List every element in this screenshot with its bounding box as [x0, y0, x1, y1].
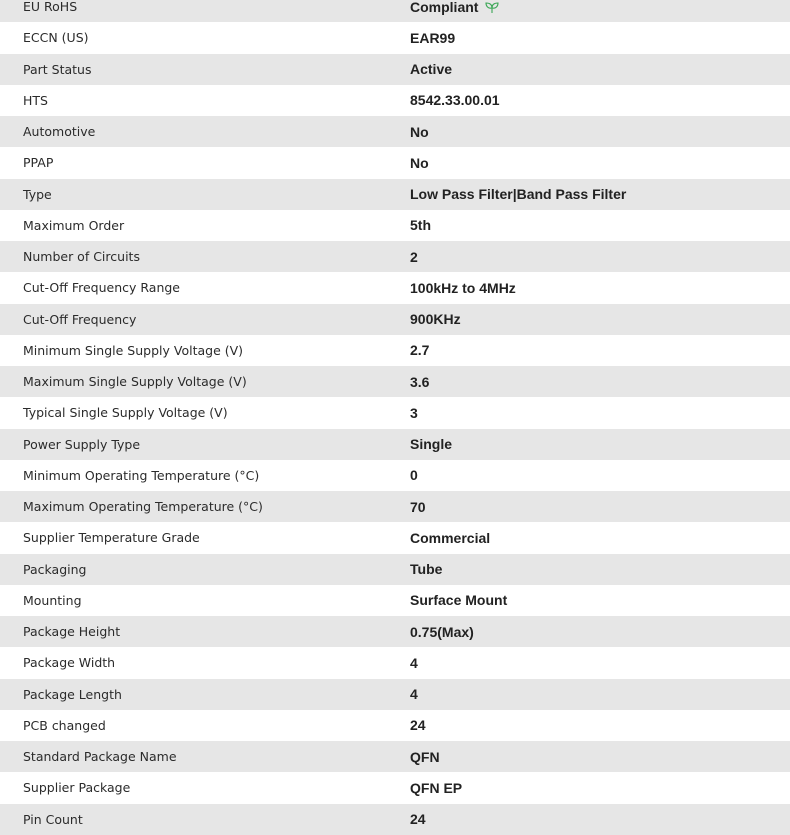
- spec-label: Type: [23, 186, 52, 202]
- spec-value: [387, 30, 790, 46]
- spec-value-text: 2: [410, 248, 418, 265]
- spec-label: Typical Single Supply Voltage (V): [23, 405, 228, 421]
- spec-value-text: Surface Mount: [410, 592, 508, 609]
- spec-label: Supplier Temperature Grade: [23, 530, 200, 546]
- spec-row: [0, 741, 790, 772]
- spec-row: [0, 772, 790, 803]
- spec-value: [387, 92, 790, 108]
- spec-row: [0, 554, 790, 585]
- spec-row: [0, 429, 790, 460]
- spec-row: [0, 397, 790, 428]
- spec-label: Maximum Single Supply Voltage (V): [23, 374, 247, 390]
- spec-value-text: Commercial: [410, 529, 491, 546]
- spec-label: Package Length: [23, 686, 122, 702]
- spec-value-text: No: [410, 154, 429, 171]
- spec-row: [0, 179, 790, 210]
- spec-value-text: 0.75(Max): [410, 623, 474, 640]
- spec-value-text: EAR99: [410, 29, 456, 46]
- spec-value-text: QFN: [410, 748, 440, 765]
- spec-value: [387, 61, 790, 77]
- spec-value: [387, 124, 790, 140]
- spec-label: Package Width: [23, 655, 116, 671]
- spec-value-text: 24: [410, 717, 426, 734]
- spec-value-text: Tube: [410, 561, 443, 578]
- spec-label: Number of Circuits: [23, 249, 140, 265]
- spec-label: Pin Count: [23, 811, 83, 827]
- spec-value: [387, 436, 790, 452]
- spec-row: [0, 710, 790, 741]
- spec-value: [387, 249, 790, 265]
- spec-value: [387, 749, 790, 765]
- spec-row: [0, 22, 790, 53]
- spec-row: [0, 304, 790, 335]
- spec-value-text: Low Pass Filter|Band Pass Filter: [410, 186, 627, 203]
- spec-value: [387, 592, 790, 608]
- leaf-icon: [485, 1, 499, 13]
- spec-value: [387, 155, 790, 171]
- spec-label: Packaging: [23, 561, 87, 577]
- spec-label: Minimum Single Supply Voltage (V): [23, 342, 244, 358]
- spec-value: [387, 217, 790, 233]
- spec-value: [387, 624, 790, 640]
- spec-row: [0, 616, 790, 647]
- spec-value-text: Single: [410, 436, 453, 453]
- spec-row: [0, 366, 790, 397]
- spec-label: Cut-Off Frequency Range: [23, 280, 181, 296]
- spec-value-text: No: [410, 123, 429, 140]
- spec-value: [387, 342, 790, 358]
- spec-value-text: 100kHz to 4MHz: [410, 279, 516, 296]
- spec-value-text: Compliant: [410, 0, 479, 15]
- spec-row: [0, 804, 790, 835]
- spec-value-text: Active: [410, 61, 453, 78]
- spec-value: [387, 0, 790, 15]
- spec-label: Maximum Order: [23, 217, 125, 233]
- spec-row: [0, 647, 790, 678]
- spec-label: Maximum Operating Temperature (°C): [23, 499, 263, 515]
- spec-row: [0, 679, 790, 710]
- spec-value-text: 24: [410, 811, 426, 828]
- spec-value: [387, 655, 790, 671]
- spec-label: Package Height: [23, 624, 121, 640]
- spec-value-text: QFN EP: [410, 779, 463, 796]
- spec-value: [387, 311, 790, 327]
- spec-row: [0, 116, 790, 147]
- spec-value: [387, 717, 790, 733]
- spec-row: [0, 241, 790, 272]
- spec-label: Minimum Operating Temperature (°C): [23, 467, 260, 483]
- spec-row: [0, 272, 790, 303]
- spec-label: Standard Package Name: [23, 749, 177, 765]
- spec-row: [0, 491, 790, 522]
- spec-label: Supplier Package: [23, 780, 131, 796]
- spec-value-text: 2.7: [410, 342, 430, 359]
- spec-value-text: 3.6: [410, 373, 430, 390]
- spec-label: EU RoHS: [23, 0, 78, 15]
- spec-value: [387, 499, 790, 515]
- spec-label: HTS: [23, 92, 48, 108]
- spec-row: [0, 460, 790, 491]
- spec-value-text: 3: [410, 404, 418, 421]
- spec-value: [387, 780, 790, 796]
- spec-row: [0, 522, 790, 553]
- spec-value: [387, 561, 790, 577]
- spec-label: Automotive: [23, 124, 96, 140]
- spec-label: PCB changed: [23, 717, 106, 733]
- spec-row: [0, 0, 790, 22]
- spec-row: [0, 147, 790, 178]
- spec-label: ECCN (US): [23, 30, 89, 46]
- spec-row: [0, 210, 790, 241]
- spec-row: [0, 54, 790, 85]
- spec-label: Part Status: [23, 61, 92, 77]
- spec-value: [387, 467, 790, 483]
- spec-value: [387, 686, 790, 702]
- spec-label: Power Supply Type: [23, 436, 141, 452]
- spec-value: [387, 280, 790, 296]
- spec-row: [0, 85, 790, 116]
- spec-value-text: 4: [410, 654, 418, 671]
- spec-value: [387, 186, 790, 202]
- spec-label: Cut-Off Frequency: [23, 311, 137, 327]
- spec-row: [0, 585, 790, 616]
- spec-value-text: 70: [410, 498, 426, 515]
- spec-value-text: 0: [410, 467, 418, 484]
- spec-value: [387, 530, 790, 546]
- spec-row: [0, 335, 790, 366]
- spec-value: [387, 405, 790, 421]
- spec-value-text: 4: [410, 686, 418, 703]
- spec-label: Mounting: [23, 592, 82, 608]
- spec-value: [387, 374, 790, 390]
- spec-value: [387, 811, 790, 827]
- spec-value-text: 5th: [410, 217, 431, 234]
- spec-value-text: 8542.33.00.01: [410, 92, 500, 109]
- spec-value-text: 900KHz: [410, 311, 461, 328]
- spec-label: PPAP: [23, 155, 54, 171]
